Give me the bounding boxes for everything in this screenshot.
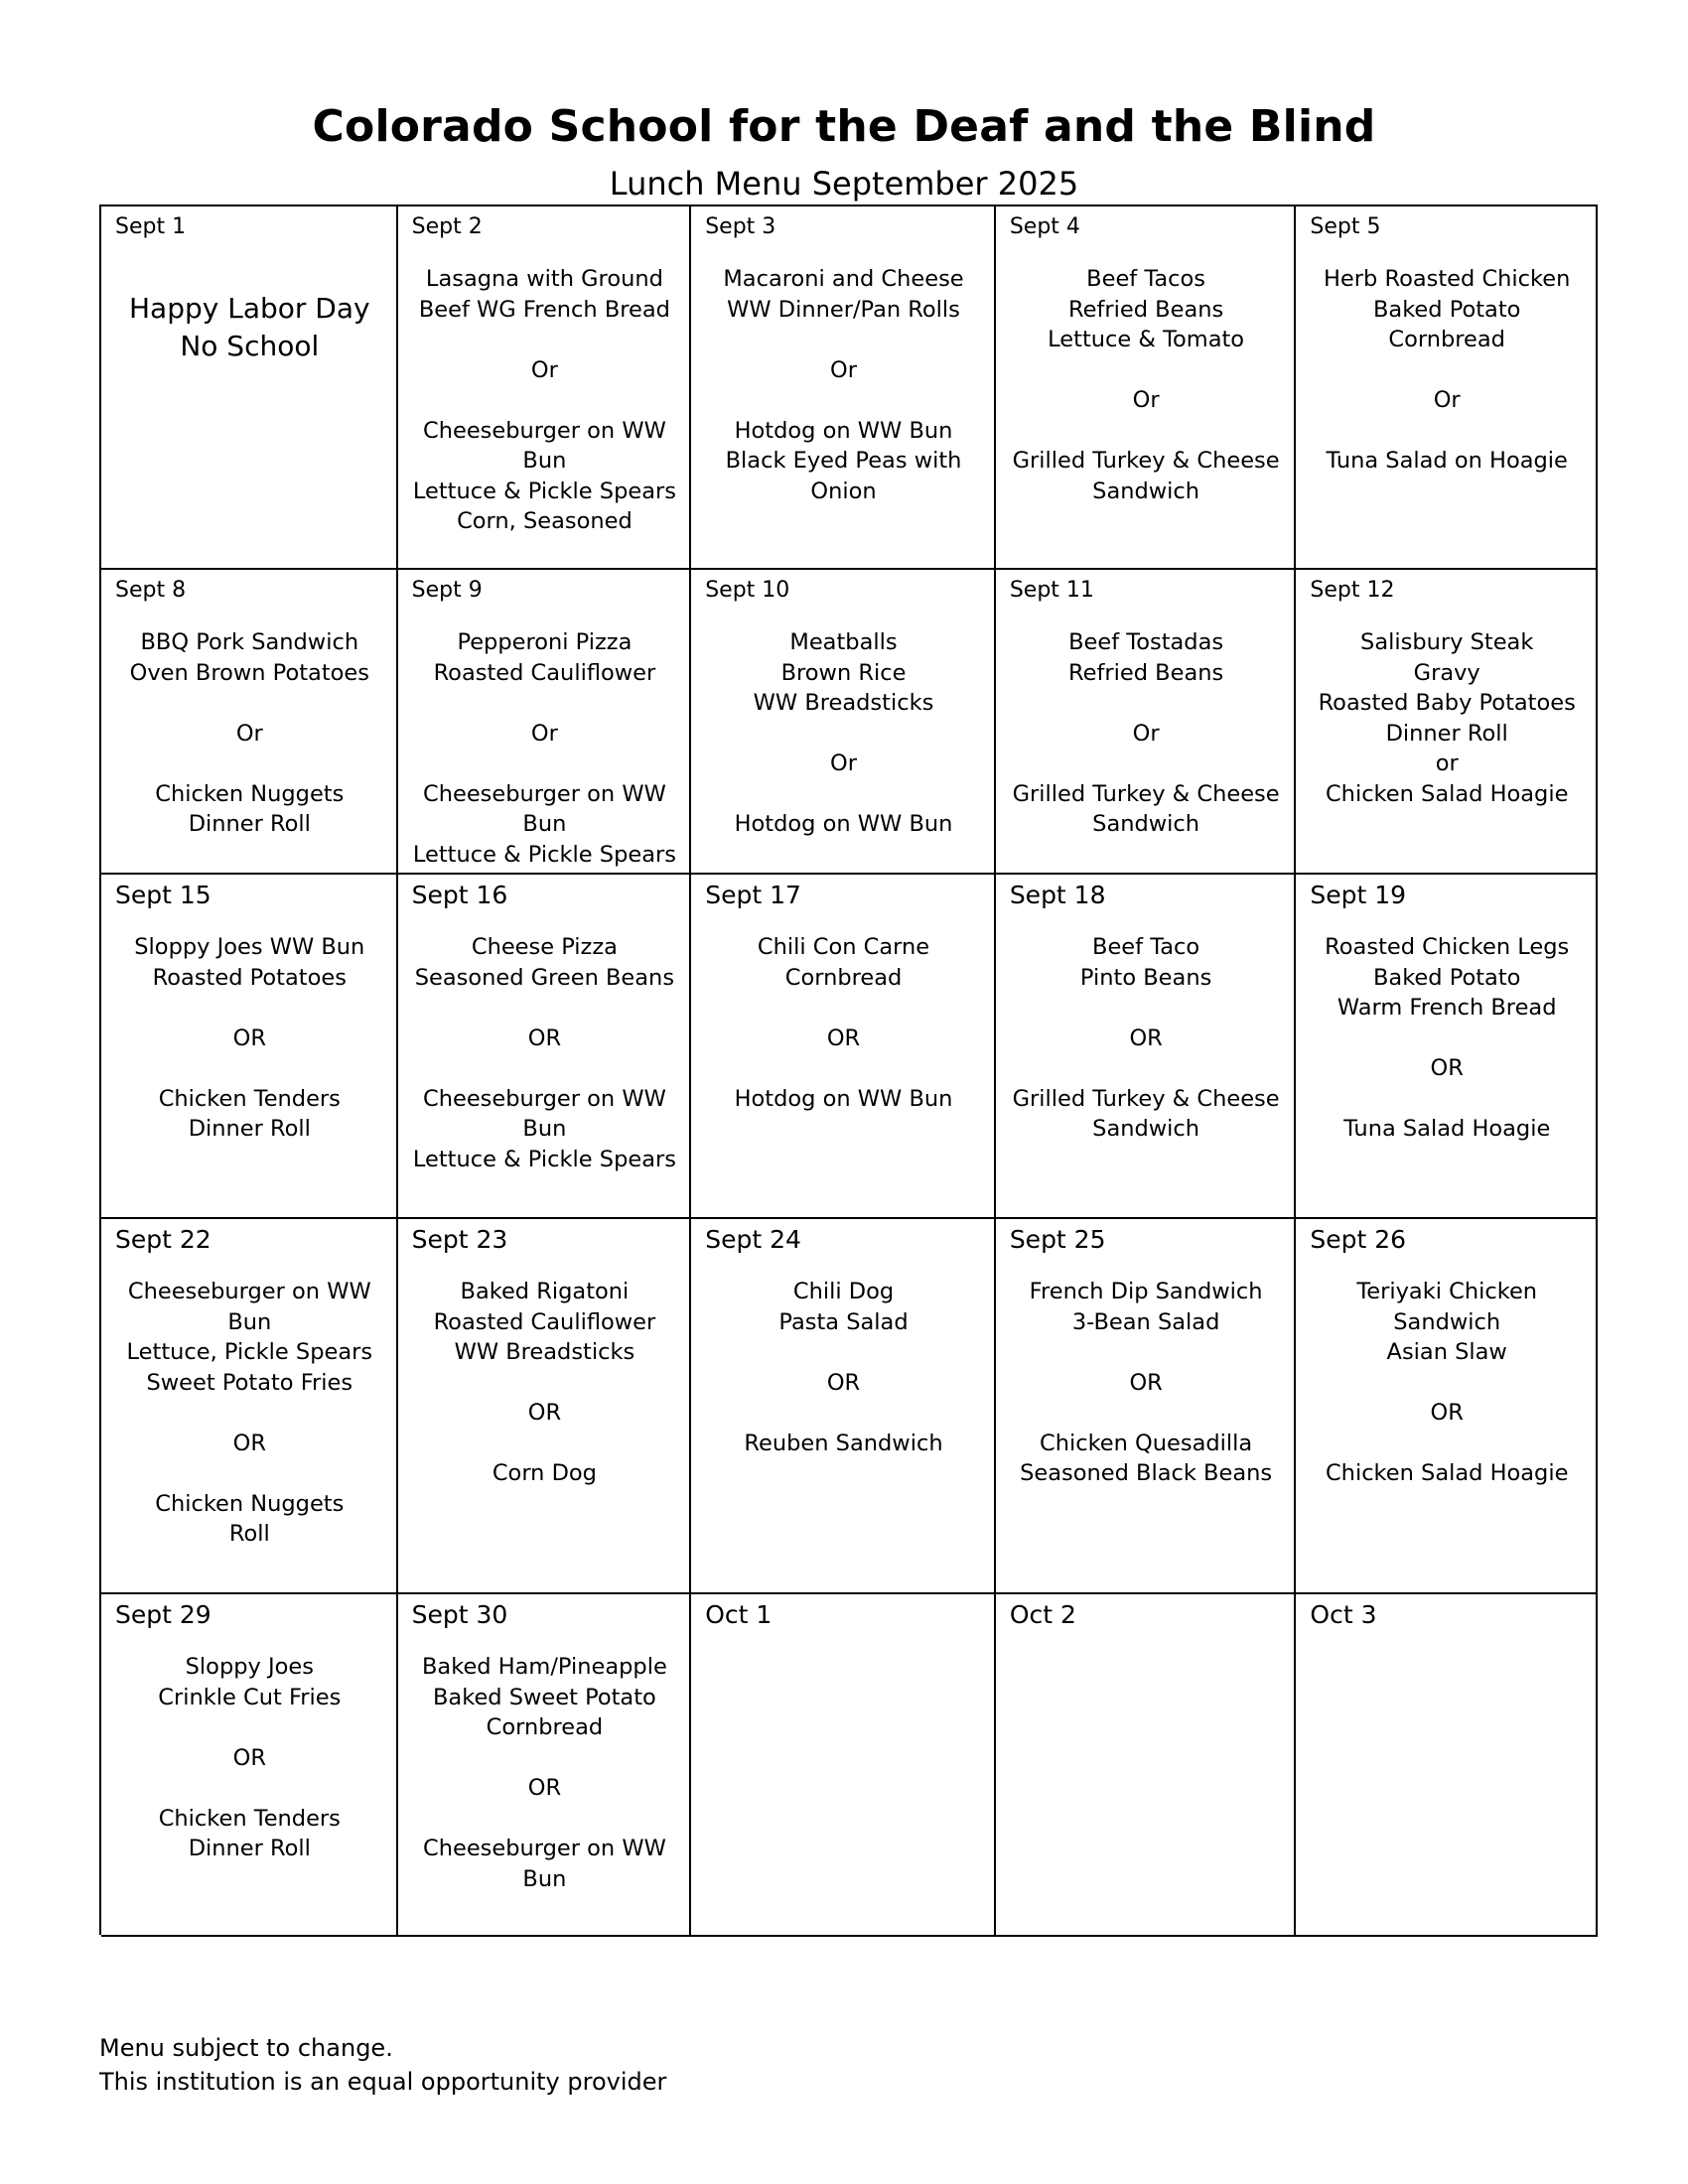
menu-line	[115, 1712, 384, 1743]
menu-calendar	[99, 205, 1598, 1935]
day-date: Sept 2	[411, 214, 483, 239]
menu-line: Onion	[810, 478, 877, 504]
menu-line	[705, 779, 982, 810]
menu-line: OR	[232, 1024, 266, 1051]
menu-line	[1010, 1053, 1283, 1084]
menu-line: Grilled Turkey & Cheese	[1012, 1085, 1280, 1112]
week-row	[101, 1594, 1598, 1937]
menu-line: or	[1435, 751, 1459, 776]
menu-line	[1010, 749, 1283, 779]
menu-line: Seasoned Black Beans	[1020, 1460, 1273, 1486]
menu-line	[705, 385, 982, 416]
day-cell	[996, 570, 1297, 875]
day-cell	[691, 1219, 996, 1594]
menu-line	[1310, 355, 1584, 386]
menu-line: French Dip Sandwich	[1029, 1279, 1263, 1304]
day-menu	[705, 264, 982, 506]
menu-line	[705, 1053, 982, 1084]
menu-line	[1010, 355, 1283, 386]
menu-line	[115, 749, 384, 779]
menu-line: OR	[1129, 1369, 1163, 1396]
menu-line	[1010, 688, 1283, 719]
day-cell	[691, 206, 996, 570]
menu-line: Beef WG French Bread	[418, 296, 670, 323]
day-menu	[115, 290, 384, 365]
menu-line: Cheeseburger on WW	[423, 780, 666, 807]
menu-line: Or	[830, 356, 857, 383]
menu-line: Roasted Cauliflower	[433, 659, 656, 686]
day-date: Sept 12	[1310, 578, 1395, 603]
menu-line	[1010, 993, 1283, 1024]
day-cell	[691, 875, 996, 1219]
menu-line: Refried Beans	[1068, 659, 1224, 686]
day-date: Sept 3	[705, 214, 776, 239]
day-menu	[412, 627, 678, 870]
menu-line: Or	[530, 356, 558, 383]
day-menu	[412, 1277, 678, 1489]
menu-line: Cheeseburger on WW	[423, 1085, 666, 1112]
day-date: Sept 16	[411, 881, 508, 909]
day-date: Sept 15	[115, 881, 211, 909]
day-cell	[101, 1219, 398, 1594]
menu-line: Lettuce & Pickle Spears	[412, 478, 676, 504]
day-cell	[1296, 1594, 1598, 1937]
menu-line: Cheeseburger on WW	[127, 1279, 371, 1304]
day-menu	[115, 627, 384, 840]
menu-line: Bun	[522, 1116, 567, 1142]
menu-line	[412, 325, 678, 355]
day-date: Sept 24	[705, 1225, 801, 1254]
day-cell	[996, 206, 1297, 570]
menu-line: Chicken Quesadilla	[1039, 1430, 1253, 1456]
menu-line: Chicken Tenders	[158, 1085, 341, 1112]
menu-line	[1310, 416, 1584, 447]
day-cell	[101, 875, 398, 1219]
menu-line: WW Breadsticks	[454, 1339, 635, 1365]
day-date: Sept 8	[115, 578, 187, 603]
menu-line: Sloppy Joes WW Bun	[134, 934, 365, 960]
menu-line: Baked Ham/Pineapple	[422, 1654, 667, 1680]
menu-line: Corn Dog	[492, 1460, 597, 1486]
day-cell	[101, 570, 398, 875]
day-menu	[1010, 264, 1283, 506]
menu-line: Grilled Turkey & Cheese	[1012, 448, 1280, 474]
menu-line: Hotdog on WW Bun	[734, 811, 953, 837]
menu-line: Dinner Roll	[1385, 720, 1508, 747]
menu-line	[1310, 1024, 1584, 1054]
menu-line: Asian Slaw	[1386, 1339, 1507, 1365]
day-menu	[115, 1652, 384, 1864]
menu-line: Roasted Cauliflower	[433, 1308, 656, 1335]
day-menu	[1310, 1277, 1584, 1489]
menu-line: Sandwich	[1092, 811, 1200, 837]
menu-line	[1010, 416, 1283, 447]
menu-line	[705, 719, 982, 750]
day-cell	[398, 570, 692, 875]
menu-line: Hotdog on WW Bun	[734, 417, 953, 444]
menu-line: WW Dinner/Pan Rolls	[727, 296, 960, 323]
menu-line: Tuna Salad on Hoagie	[1326, 448, 1568, 474]
menu-line	[1010, 1398, 1283, 1429]
menu-line: Cornbread	[784, 964, 903, 991]
week-row	[101, 1219, 1598, 1594]
menu-line: OR	[232, 1430, 266, 1456]
menu-line: Salisbury Steak	[1360, 629, 1534, 655]
day-date: Sept 5	[1310, 214, 1381, 239]
day-date: Oct 1	[705, 1600, 773, 1629]
menu-line	[1310, 1368, 1584, 1399]
day-menu	[705, 932, 982, 1114]
day-menu	[115, 932, 384, 1145]
menu-line: Bun	[522, 448, 567, 474]
menu-line: Bun	[522, 811, 567, 837]
menu-line	[412, 688, 678, 719]
menu-line: Chicken Tenders	[158, 1805, 341, 1832]
menu-line: Roasted Baby Potatoes	[1318, 690, 1576, 716]
menu-line: Happy Labor Day	[129, 292, 370, 325]
menu-line: Roll	[228, 1521, 270, 1547]
day-date: Sept 30	[411, 1600, 508, 1629]
menu-line	[412, 749, 678, 779]
menu-line: OR	[232, 1744, 266, 1771]
menu-line: Baked Potato	[1372, 296, 1521, 323]
menu-line: Pepperoni Pizza	[457, 629, 633, 655]
menu-line	[115, 993, 384, 1024]
menu-line: Lettuce & Pickle Spears	[412, 1146, 676, 1172]
menu-line: Brown Rice	[780, 659, 907, 686]
day-date: Sept 4	[1009, 214, 1080, 239]
menu-line: Black Eyed Peas with	[725, 448, 962, 474]
menu-line: Beef Tostadas	[1068, 629, 1224, 655]
menu-line: Baked Potato	[1372, 964, 1521, 991]
menu-line	[1310, 1429, 1584, 1459]
menu-line: Or	[830, 751, 857, 776]
menu-line	[115, 1773, 384, 1804]
menu-line: Or	[235, 720, 263, 747]
menu-line: OR	[1430, 1400, 1464, 1426]
day-date: Sept 25	[1009, 1225, 1106, 1254]
menu-line	[1010, 1337, 1283, 1368]
menu-line: Chicken Nuggets	[155, 780, 345, 807]
day-cell	[398, 1219, 692, 1594]
page-title: Colorado School for the Deaf and the Blind	[312, 101, 1376, 152]
day-menu	[1310, 932, 1584, 1145]
menu-line: Cornbread	[486, 1714, 604, 1740]
menu-line: Oven Brown Potatoes	[129, 659, 369, 686]
page-subtitle: Lunch Menu September 2025	[609, 165, 1079, 203]
menu-line	[115, 1053, 384, 1084]
menu-line: Grilled Turkey & Cheese	[1012, 780, 1280, 807]
day-date: Sept 22	[115, 1225, 211, 1254]
menu-line: Roasted Chicken Legs	[1325, 934, 1570, 960]
menu-line: Or	[1132, 387, 1160, 413]
menu-line: Teriyaki Chicken	[1356, 1279, 1538, 1304]
day-menu	[412, 264, 678, 537]
menu-line: Beef Tacos	[1086, 266, 1206, 292]
menu-line: Lettuce & Tomato	[1048, 327, 1245, 352]
menu-line: Sandwich	[1092, 1116, 1200, 1142]
menu-line: Corn, Seasoned	[457, 508, 633, 534]
menu-line	[705, 1398, 982, 1429]
menu-line	[412, 1743, 678, 1774]
day-menu	[412, 1652, 678, 1894]
menu-line: Sloppy Joes	[185, 1654, 314, 1680]
menu-line: OR	[527, 1775, 562, 1801]
menu-line	[412, 385, 678, 416]
day-cell	[398, 1594, 692, 1937]
menu-line: No School	[180, 330, 320, 362]
menu-line: Baked Sweet Potato	[433, 1684, 656, 1710]
day-date: Sept 17	[705, 881, 801, 909]
menu-line: Or	[1132, 720, 1160, 747]
menu-line: Lettuce, Pickle Spears	[126, 1339, 373, 1365]
day-date: Sept 23	[411, 1225, 508, 1254]
day-cell	[101, 206, 398, 570]
menu-line: 3-Bean Salad	[1071, 1308, 1220, 1335]
day-date: Oct 2	[1009, 1600, 1076, 1629]
menu-line: Cheeseburger on WW	[423, 1836, 666, 1861]
menu-line: Roasted Potatoes	[152, 964, 347, 991]
menu-line	[412, 1053, 678, 1084]
day-menu	[705, 627, 982, 840]
menu-line: Sweet Potato Fries	[146, 1369, 353, 1396]
menu-line: Baked Rigatoni	[460, 1279, 630, 1304]
day-date: Sept 9	[411, 578, 483, 603]
menu-line	[115, 1458, 384, 1489]
menu-line: Or	[530, 720, 558, 747]
day-cell	[1296, 875, 1598, 1219]
day-cell	[101, 1594, 398, 1937]
menu-line: Reuben Sandwich	[744, 1430, 943, 1456]
day-date: Sept 11	[1009, 578, 1094, 603]
week-row	[101, 570, 1598, 875]
menu-line: Cheeseburger on WW	[423, 417, 666, 444]
menu-line: OR	[1129, 1024, 1163, 1051]
day-date: Sept 26	[1310, 1225, 1407, 1254]
menu-line	[1310, 1084, 1584, 1115]
day-date: Sept 1	[115, 214, 187, 239]
menu-line	[412, 1804, 678, 1835]
menu-line: Or	[1433, 387, 1461, 413]
day-cell	[691, 570, 996, 875]
day-menu	[1010, 627, 1283, 840]
day-menu	[1010, 1277, 1283, 1489]
day-date: Sept 19	[1310, 881, 1407, 909]
menu-line: Crinkle Cut Fries	[158, 1684, 342, 1710]
day-cell	[1296, 1219, 1598, 1594]
menu-line	[412, 1368, 678, 1399]
menu-line: OR	[1430, 1055, 1464, 1081]
day-date: Sept 18	[1009, 881, 1106, 909]
menu-line: Chicken Salad Hoagie	[1325, 1460, 1569, 1486]
menu-line	[115, 1398, 384, 1429]
menu-line: Dinner Roll	[188, 1836, 311, 1861]
menu-line: Macaroni and Cheese	[723, 266, 964, 292]
menu-line: Chicken Nuggets	[155, 1490, 345, 1517]
day-cell	[398, 206, 692, 570]
day-cell	[1296, 570, 1598, 875]
day-cell	[1296, 206, 1598, 570]
menu-line: OR	[527, 1400, 562, 1426]
menu-line: OR	[527, 1024, 562, 1051]
menu-line: Warm French Bread	[1336, 995, 1557, 1021]
day-cell	[996, 875, 1297, 1219]
menu-line: Lasagna with Ground	[425, 266, 663, 292]
menu-line: Cornbread	[1388, 327, 1505, 352]
menu-line: Chicken Salad Hoagie	[1325, 780, 1569, 807]
day-date: Oct 3	[1310, 1600, 1377, 1629]
menu-line: Chili Dog	[792, 1279, 895, 1304]
day-menu	[705, 1277, 982, 1458]
menu-line: BBQ Pork Sandwich	[140, 629, 359, 655]
week-row	[101, 875, 1598, 1219]
footer-equal-opportunity: This institution is an equal opportunity provider	[99, 2068, 667, 2096]
menu-line: Gravy	[1413, 659, 1480, 686]
week-row	[101, 206, 1598, 570]
day-cell	[996, 1219, 1297, 1594]
day-cell	[398, 875, 692, 1219]
menu-line	[705, 993, 982, 1024]
menu-line: OR	[826, 1024, 861, 1051]
day-cell	[691, 1594, 996, 1937]
footer	[99, 2031, 666, 2099]
footer-disclaimer: Menu subject to change.	[99, 2034, 393, 2062]
menu-line: Lettuce & Pickle Spears	[412, 841, 676, 868]
menu-line	[412, 993, 678, 1024]
day-date: Sept 29	[115, 1600, 211, 1629]
menu-line: Meatballs	[789, 629, 898, 655]
menu-line: Beef Taco	[1092, 934, 1200, 960]
menu-line: Pasta Salad	[778, 1308, 909, 1335]
menu-line: Sandwich	[1393, 1308, 1501, 1335]
day-menu	[115, 1277, 384, 1550]
menu-line: OR	[826, 1369, 861, 1396]
menu-line: WW Breadsticks	[753, 690, 934, 716]
day-cell	[996, 1594, 1297, 1937]
menu-line: Chili Con Carne	[757, 934, 930, 960]
menu-line	[115, 688, 384, 719]
menu-line	[412, 1429, 678, 1459]
day-menu	[1310, 264, 1584, 477]
menu-line: Refried Beans	[1068, 296, 1224, 323]
menu-line: Dinner Roll	[188, 1116, 311, 1142]
day-menu	[1310, 627, 1584, 809]
menu-line: Herb Roasted Chicken	[1324, 266, 1571, 292]
day-date: Sept 10	[705, 578, 790, 603]
menu-line	[705, 325, 982, 355]
menu-line: Cheese Pizza	[471, 934, 618, 960]
menu-line: Tuna Salad Hoagie	[1343, 1116, 1551, 1142]
menu-line: Bun	[522, 1865, 567, 1892]
day-menu	[412, 932, 678, 1174]
menu-line: Bun	[227, 1308, 272, 1335]
menu-line: Dinner Roll	[188, 811, 311, 837]
menu-line	[705, 1337, 982, 1368]
menu-line: Pinto Beans	[1079, 964, 1212, 991]
menu-line: Hotdog on WW Bun	[734, 1085, 953, 1112]
menu-line: Seasoned Green Beans	[414, 964, 675, 991]
day-menu	[1010, 932, 1283, 1145]
menu-line: Sandwich	[1092, 478, 1200, 504]
